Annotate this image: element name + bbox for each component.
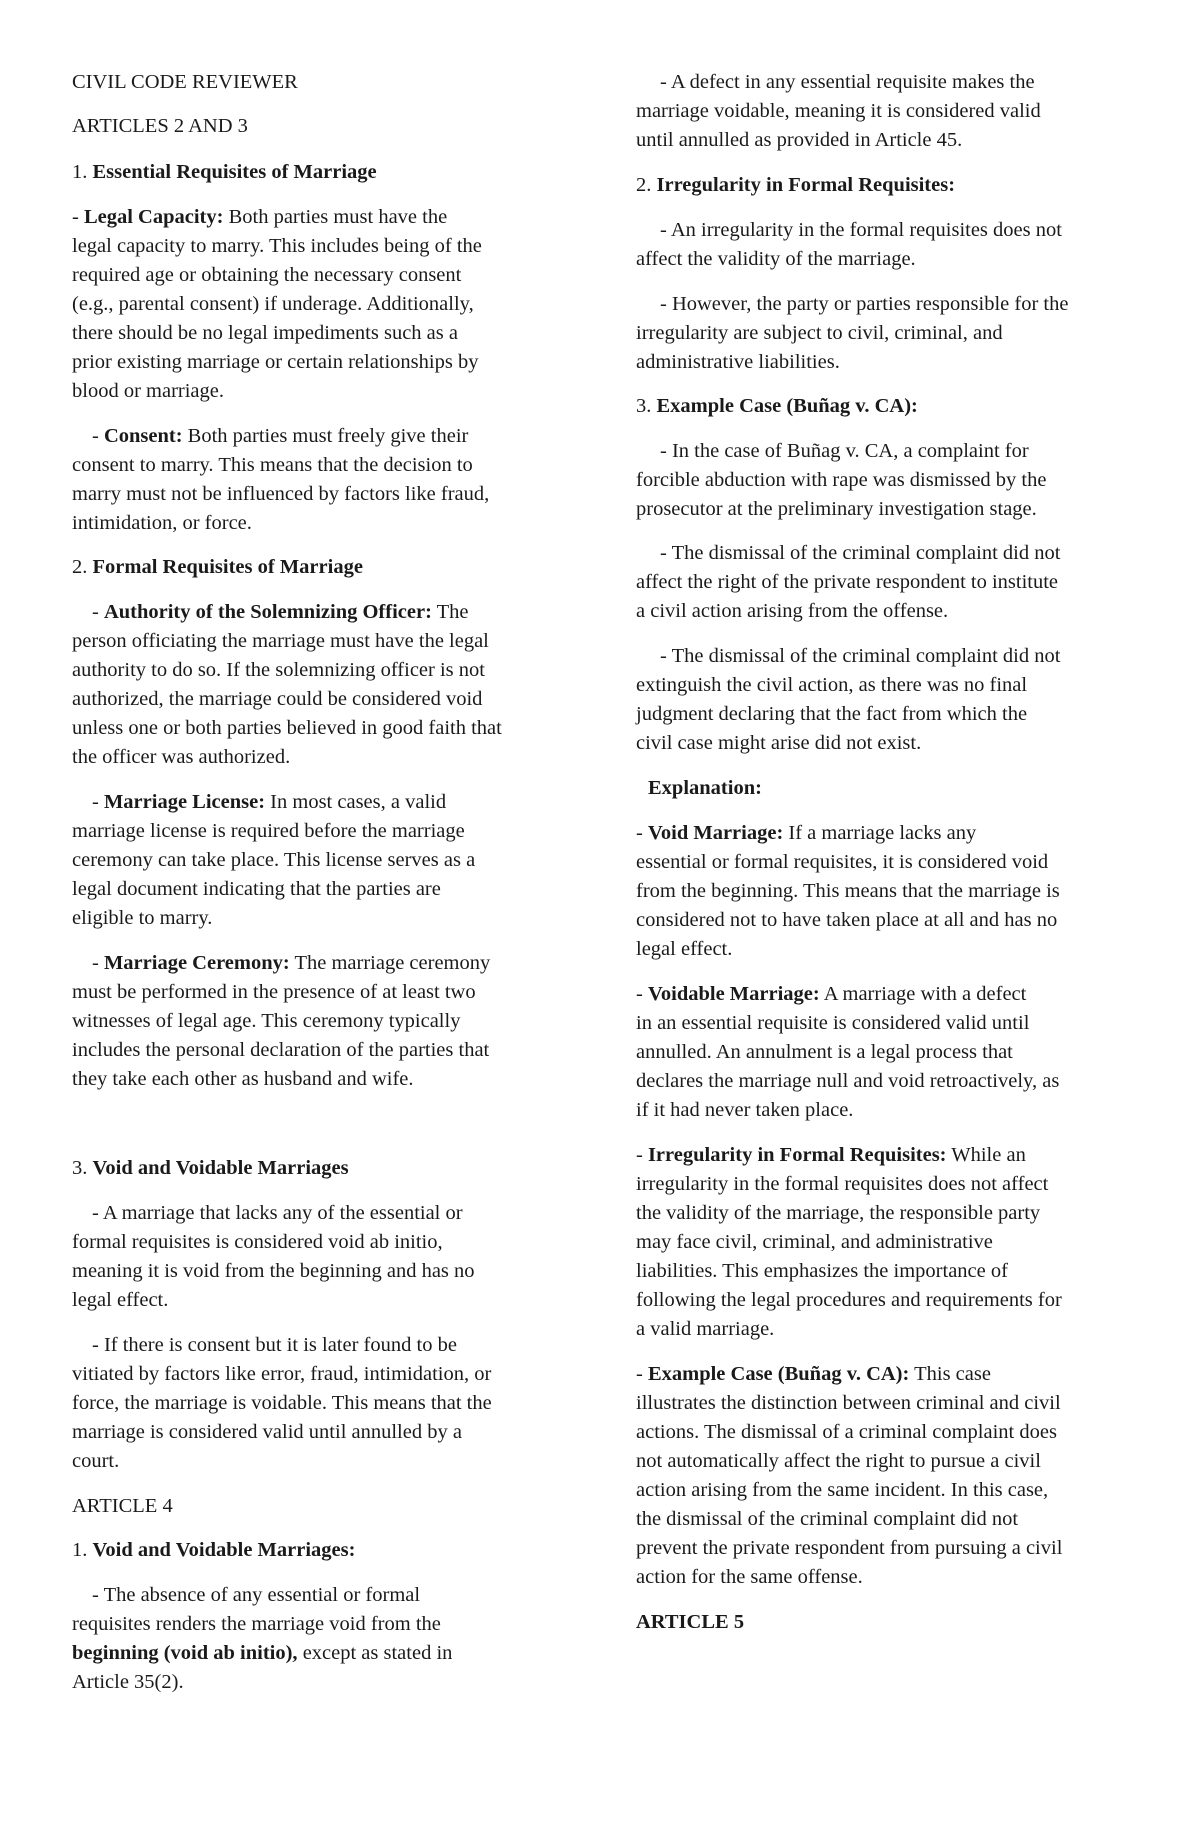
- text-span: - A marriage that lacks any of the essential or: [92, 1202, 463, 1224]
- text-line: [636, 1360, 991, 1389]
- text-line: [72, 743, 290, 772]
- text-line: [72, 1007, 460, 1036]
- text-span: ARTICLES 2 AND 3: [72, 115, 248, 137]
- bold-text: Example Case (Buñag v. CA):: [647, 1363, 910, 1385]
- text-span: The marriage ceremony: [289, 952, 491, 974]
- text-line: [636, 1505, 1018, 1534]
- text-line: [72, 1154, 349, 1183]
- text-span: considered not to have taken place at all and has no: [636, 909, 1058, 931]
- text-line: [72, 1668, 184, 1697]
- text-span: (e.g., parental consent) if underage. Additionally,: [72, 293, 474, 315]
- text-span: affect the right of the private respondent to institute: [636, 571, 1059, 593]
- text-line: [72, 158, 377, 187]
- text-line: [636, 1009, 1029, 1038]
- text-span: - In the case of Buñag v. CA, a complaint for: [660, 440, 1029, 462]
- bold-text: Irregularity in Formal Requisites:: [647, 1144, 947, 1166]
- text-span: person officiating the marriage must have the legal: [72, 630, 489, 652]
- text-span: intimidation, or force.: [72, 512, 252, 534]
- text-span: - The dismissal of the criminal complaint did not: [660, 542, 1061, 564]
- text-line: [636, 1228, 993, 1257]
- text-line: [72, 1036, 489, 1065]
- text-span: 2.: [72, 556, 93, 578]
- text-span: action arising from the same incident. In this case,: [636, 1479, 1049, 1501]
- text-span: legal effect.: [72, 1289, 169, 1311]
- text-span: 2.: [636, 174, 657, 196]
- text-span: following the legal procedures and requirements for: [636, 1289, 1062, 1311]
- text-line: [636, 1199, 1040, 1228]
- text-span: marriage is considered valid until annulled by a: [72, 1421, 462, 1443]
- text-span: legal document indicating that the parties are: [72, 878, 441, 900]
- text-line: [636, 1315, 774, 1344]
- text-line: [72, 68, 298, 97]
- text-span: consent to marry. This means that the decision to: [72, 454, 473, 476]
- text-span: blood or marriage.: [72, 380, 224, 402]
- text-line: [72, 1536, 355, 1565]
- text-span: marry must not be influenced by factors like fraud,: [72, 483, 490, 505]
- text-span: required age or obtaining the necessary consent: [72, 264, 462, 286]
- text-line: [72, 319, 458, 348]
- text-line: [72, 451, 473, 480]
- text-span: extinguish the civil action, as there was no final: [636, 674, 1028, 696]
- text-span: Both parties must freely give their: [182, 425, 469, 447]
- text-span: a civil action arising from the offense.: [636, 600, 949, 622]
- text-line: [660, 642, 1060, 671]
- text-line: [72, 1228, 443, 1257]
- text-line: [72, 1639, 452, 1668]
- text-span: declares the marriage null and void retroactively, as: [636, 1070, 1060, 1092]
- bold-text: Formal Requisites of Marriage: [92, 556, 363, 578]
- text-line: [636, 568, 1058, 597]
- text-span: -: [636, 1144, 648, 1166]
- text-span: must be performed in the presence of at least two: [72, 981, 476, 1003]
- text-line: [660, 68, 1035, 97]
- text-span: ceremony can take place. This license serves as a: [72, 849, 476, 871]
- text-span: -: [92, 425, 104, 447]
- text-span: -: [92, 601, 104, 623]
- text-line: [72, 685, 482, 714]
- text-line: [72, 553, 363, 582]
- text-span: action for the same offense.: [636, 1566, 863, 1588]
- text-span: This case: [909, 1363, 991, 1385]
- text-line: [92, 1331, 457, 1360]
- text-line: [72, 1257, 475, 1286]
- text-span: not automatically affect the right to pursue a civil: [636, 1450, 1041, 1472]
- text-span: prevent the private respondent from pursuing a civil: [636, 1537, 1063, 1559]
- text-line: [72, 1610, 441, 1639]
- text-line: [72, 377, 224, 406]
- text-span: marriage license is required before the marriage: [72, 820, 465, 842]
- text-line: [72, 846, 475, 875]
- text-line: [636, 1141, 1026, 1170]
- text-span: - A defect in any essential requisite makes the: [660, 71, 1035, 93]
- text-span: Article 35(2).: [72, 1671, 184, 1693]
- text-line: [72, 714, 502, 743]
- text-line: [92, 422, 468, 451]
- text-span: - The dismissal of the criminal complaint did not: [660, 645, 1061, 667]
- bold-text: Voidable Marriage:: [647, 983, 820, 1005]
- text-span: irregularity in the formal requisites does not affect: [636, 1173, 1049, 1195]
- text-span: -: [92, 952, 104, 974]
- text-line: [72, 1286, 168, 1315]
- text-line: [636, 1418, 1057, 1447]
- text-span: administrative liabilities.: [636, 351, 840, 373]
- text-span: liabilities. This emphasizes the importance of: [636, 1260, 1008, 1282]
- text-line: [72, 203, 447, 232]
- text-span: in an essential requisite is considered valid until: [636, 1012, 1030, 1034]
- bold-text: Example Case (Buñag v. CA):: [656, 395, 918, 417]
- text-span: from the beginning. This means that the marriage is: [636, 880, 1060, 902]
- text-span: prior existing marriage or certain relationships by: [72, 351, 479, 373]
- text-line: [660, 539, 1060, 568]
- text-line: [72, 232, 482, 261]
- text-span: - If there is consent but it is later found to be: [92, 1334, 457, 1356]
- text-span: unless one or both parties believed in good faith that: [72, 717, 502, 739]
- text-span: vitiated by factors like error, fraud, intimidation, or: [72, 1363, 492, 1385]
- text-line: [636, 1389, 1061, 1418]
- text-line: [72, 904, 212, 933]
- text-span: A marriage with a defect: [819, 983, 1027, 1005]
- text-line: [660, 216, 1062, 245]
- text-line: [72, 1065, 414, 1094]
- text-line: [92, 598, 469, 627]
- text-span: -: [92, 791, 104, 813]
- text-span: illustrates the distinction between criminal and civil: [636, 1392, 1061, 1414]
- text-span: 1.: [72, 161, 93, 183]
- text-line: [636, 466, 1046, 495]
- text-line: [72, 978, 476, 1007]
- text-line: [636, 906, 1057, 935]
- text-span: authority to do so. If the solemnizing officer is not: [72, 659, 485, 681]
- text-line: [636, 1476, 1048, 1505]
- text-line: [636, 729, 921, 758]
- text-span: 3.: [636, 395, 657, 417]
- text-span: witnesses of legal age. This ceremony typically: [72, 1010, 461, 1032]
- text-line: [72, 1418, 462, 1447]
- text-span: Both parties must have the: [223, 206, 448, 228]
- text-span: formal requisites is considered void ab initio,: [72, 1231, 443, 1253]
- text-line: [660, 290, 1068, 319]
- text-span: -: [636, 983, 648, 1005]
- text-span: 3.: [72, 1157, 93, 1179]
- text-line: [636, 935, 732, 964]
- text-span: the validity of the marriage, the responsible party: [636, 1202, 1041, 1224]
- text-line: [648, 774, 762, 803]
- text-line: [636, 126, 962, 155]
- bold-text: Void and Voidable Marriages:: [92, 1539, 356, 1561]
- text-span: if it had never taken place.: [636, 1099, 854, 1121]
- text-line: [636, 1447, 1041, 1476]
- text-span: forcible abduction with rape was dismissed by the: [636, 469, 1047, 491]
- text-span: essential or formal requisites, it is considered void: [636, 851, 1049, 873]
- text-span: ARTICLE 4: [72, 1495, 173, 1517]
- text-span: includes the personal declaration of the parties that: [72, 1039, 490, 1061]
- bold-text: Marriage License:: [103, 791, 266, 813]
- text-span: there should be no legal impediments such as a: [72, 322, 458, 344]
- text-line: [72, 509, 252, 538]
- text-span: - The absence of any essential or formal: [92, 1584, 421, 1606]
- text-line: [636, 348, 840, 377]
- text-span: court.: [72, 1450, 120, 1472]
- text-span: requisites renders the marriage void from the: [72, 1613, 441, 1635]
- text-line: [72, 348, 478, 377]
- text-span: until annulled as provided in Article 45.: [636, 129, 963, 151]
- text-line: [92, 1199, 463, 1228]
- text-line: [72, 1389, 492, 1418]
- text-span: meaning it is void from the beginning and has no: [72, 1260, 475, 1282]
- text-span: the dismissal of the criminal complaint did not: [636, 1508, 1019, 1530]
- text-line: [72, 817, 465, 846]
- text-span: judgment declaring that the fact from which the: [636, 703, 1028, 725]
- text-line: [636, 1534, 1062, 1563]
- text-span: may face civil, criminal, and administrative: [636, 1231, 993, 1253]
- text-line: [636, 1096, 853, 1125]
- text-line: [636, 877, 1060, 906]
- bold-text: ARTICLE 5: [636, 1611, 745, 1633]
- text-line: [72, 112, 248, 141]
- text-span: CIVIL CODE REVIEWER: [72, 71, 298, 93]
- text-line: [92, 788, 446, 817]
- bold-text: Legal Capacity:: [83, 206, 224, 228]
- text-span: - However, the party or parties responsible for the: [660, 293, 1069, 315]
- text-line: [636, 1170, 1048, 1199]
- text-span: civil case might arise did not exist.: [636, 732, 922, 754]
- text-line: [92, 949, 490, 978]
- text-span: except as stated in: [297, 1642, 453, 1664]
- bold-text: Irregularity in Formal Requisites:: [656, 174, 956, 196]
- text-span: -: [72, 206, 84, 228]
- text-line: [636, 1038, 1013, 1067]
- text-line: [636, 980, 1026, 1009]
- text-line: [636, 848, 1048, 877]
- text-span: eligible to marry.: [72, 907, 213, 929]
- text-span: force, the marriage is voidable. This means that the: [72, 1392, 492, 1414]
- bold-text: Consent:: [103, 425, 183, 447]
- text-span: legal capacity to marry. This includes being of the: [72, 235, 482, 257]
- text-span: -: [636, 1363, 648, 1385]
- text-line: [72, 875, 441, 904]
- text-line: [636, 1608, 744, 1637]
- text-span: marriage voidable, meaning it is considered valid: [636, 100, 1041, 122]
- text-span: 1.: [72, 1539, 93, 1561]
- text-span: -: [636, 822, 648, 844]
- text-line: [636, 245, 916, 274]
- bold-text: Essential Requisites of Marriage: [92, 161, 377, 183]
- text-span: authorized, the marriage could be considered void: [72, 688, 483, 710]
- text-line: [636, 392, 918, 421]
- text-line: [636, 319, 1003, 348]
- text-line: [636, 819, 976, 848]
- text-span: legal effect.: [636, 938, 733, 960]
- text-line: [660, 437, 1029, 466]
- text-line: [636, 1286, 1062, 1315]
- text-line: [72, 480, 489, 509]
- text-span: prosecutor at the preliminary investigation stage.: [636, 498, 1037, 520]
- text-line: [636, 671, 1027, 700]
- text-line: [636, 1257, 1008, 1286]
- text-line: [72, 290, 474, 319]
- text-span: affect the validity of the marriage.: [636, 248, 916, 270]
- text-line: [72, 1447, 119, 1476]
- text-span: In most cases, a valid: [265, 791, 447, 813]
- text-line: [72, 261, 461, 290]
- text-span: While an: [946, 1144, 1026, 1166]
- text-span: they take each other as husband and wife.: [72, 1068, 414, 1090]
- text-line: [72, 1492, 173, 1521]
- bold-text: Void and Voidable Marriages: [92, 1157, 349, 1179]
- text-line: [72, 1360, 491, 1389]
- bold-text: Explanation:: [648, 777, 762, 799]
- text-line: [636, 1067, 1059, 1096]
- text-span: actions. The dismissal of a criminal complaint does: [636, 1421, 1057, 1443]
- text-span: a valid marriage.: [636, 1318, 775, 1340]
- text-line: [636, 171, 955, 200]
- text-span: the officer was authorized.: [72, 746, 291, 768]
- text-span: The: [431, 601, 469, 623]
- text-line: [72, 627, 489, 656]
- text-span: annulled. An annulment is a legal process that: [636, 1041, 1013, 1063]
- text-span: - An irregularity in the formal requisites does not: [660, 219, 1062, 241]
- text-line: [636, 495, 1037, 524]
- bold-text: Void Marriage:: [647, 822, 784, 844]
- text-line: [92, 1581, 420, 1610]
- bold-text: beginning (void ab initio),: [72, 1642, 298, 1664]
- bold-text: Marriage Ceremony:: [103, 952, 290, 974]
- text-line: [636, 700, 1027, 729]
- text-line: [636, 1563, 863, 1592]
- bold-text: Authority of the Solemnizing Officer:: [103, 601, 432, 623]
- text-span: irregularity are subject to civil, criminal, and: [636, 322, 1003, 344]
- text-line: [72, 656, 485, 685]
- text-line: [636, 597, 948, 626]
- text-line: [636, 97, 1041, 126]
- text-span: If a marriage lacks any: [783, 822, 977, 844]
